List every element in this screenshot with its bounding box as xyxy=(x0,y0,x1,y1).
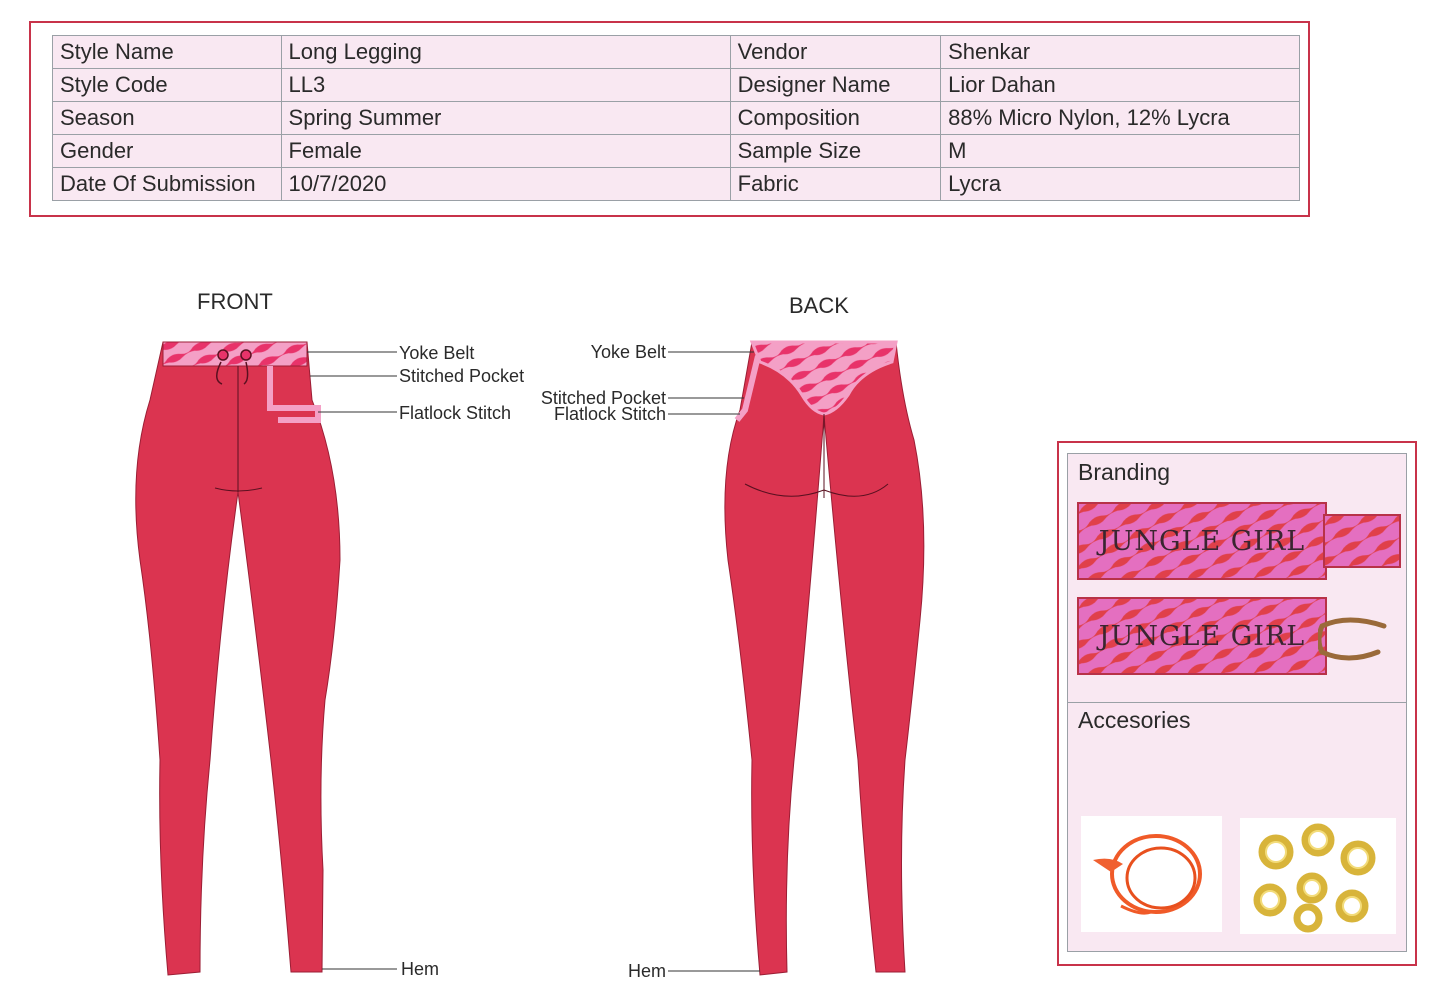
spec-value-season: Spring Summer xyxy=(281,102,730,135)
spec-value-gender: Female xyxy=(281,135,730,168)
front-callout-yoke-belt: Yoke Belt xyxy=(399,343,475,363)
spec-value-date: 10/7/2020 xyxy=(281,168,730,201)
metal-eyelets-icon xyxy=(1240,818,1396,934)
back-legging xyxy=(668,342,924,975)
front-view-title: FRONT xyxy=(197,289,273,314)
brand-label-2-text: JUNGLE GIRL xyxy=(1098,620,1306,652)
spec-label-sample-size: Sample Size xyxy=(730,135,941,168)
front-legging xyxy=(136,342,397,975)
back-callout-hem: Hem xyxy=(627,961,666,981)
eyelets-accessory-image xyxy=(1240,818,1396,934)
spec-value-fabric: Lycra xyxy=(941,168,1300,201)
front-callout-stitched-pocket: Stitched Pocket xyxy=(399,366,525,386)
spec-value-sample-size: M xyxy=(941,135,1300,168)
spec-label-season: Season xyxy=(53,102,282,135)
branding-heading: Branding xyxy=(1078,459,1171,485)
front-callout-hem: Hem xyxy=(401,959,440,979)
brand-label-2 xyxy=(1077,597,1327,675)
zebra-print-tab xyxy=(1325,516,1399,566)
spec-label-designer: Designer Name xyxy=(730,69,941,102)
spec-label-composition: Composition xyxy=(730,102,941,135)
brand-label-1-text: JUNGLE GIRL xyxy=(1098,525,1306,557)
back-view-title: BACK xyxy=(789,293,849,318)
cord-loop-icon xyxy=(1318,612,1394,664)
back-callout-stitched-pocket: Stitched Pocket xyxy=(540,388,666,408)
spec-label-fabric: Fabric xyxy=(730,168,941,201)
spec-value-designer: Lior Dahan xyxy=(941,69,1300,102)
back-callout-flatlock-stitch: Flatlock Stitch xyxy=(553,404,666,424)
brand-label-1-tab xyxy=(1323,514,1401,568)
front-callout-flatlock-stitch: Flatlock Stitch xyxy=(399,403,512,423)
spec-value-style-name: Long Legging xyxy=(281,36,730,69)
panel-divider xyxy=(1067,702,1407,703)
spec-label-vendor: Vendor xyxy=(730,36,941,69)
accessories-heading: Accesories xyxy=(1078,707,1191,733)
cord-accessory-image xyxy=(1081,816,1222,932)
spec-label-date: Date Of Submission xyxy=(53,168,282,201)
spec-label-style-name: Style Name xyxy=(53,36,282,69)
cord-with-toggle-icon xyxy=(1081,816,1222,932)
brand-label-1 xyxy=(1077,502,1327,580)
spec-label-style-code: Style Code xyxy=(53,69,282,102)
spec-value-composition: 88% Micro Nylon, 12% Lycra xyxy=(941,102,1300,135)
spec-value-style-code: LL3 xyxy=(281,69,730,102)
spec-label-gender: Gender xyxy=(53,135,282,168)
back-callout-yoke-belt: Yoke Belt xyxy=(590,342,666,362)
spec-value-vendor: Shenkar xyxy=(941,36,1300,69)
